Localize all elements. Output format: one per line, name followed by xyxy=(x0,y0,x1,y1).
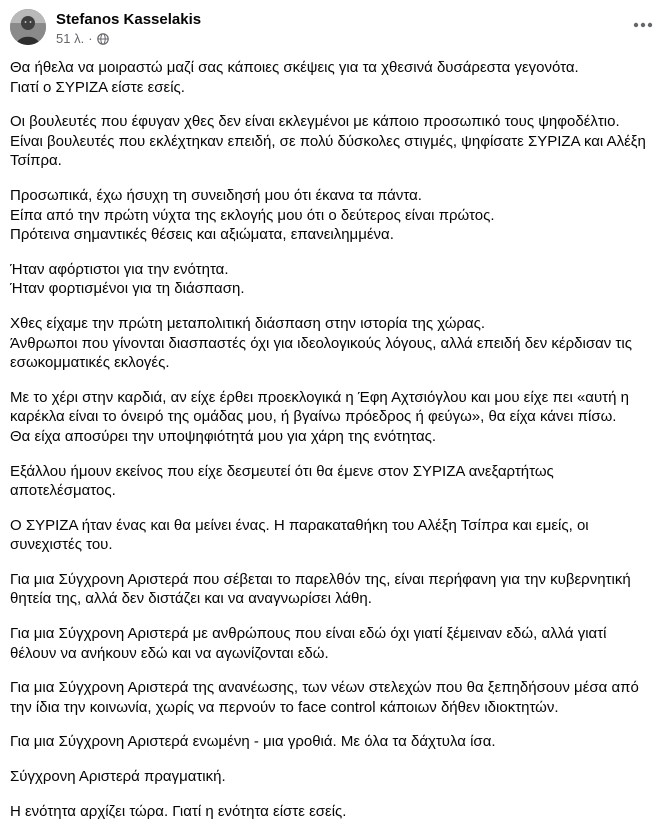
post-body xyxy=(10,58,656,836)
globe-icon[interactable] xyxy=(97,33,109,45)
author-name[interactable]: Stefanos Kasselakis xyxy=(56,11,202,28)
post-paragraph: Ο ΣΥΡΙΖΑ ήταν ένας και θα μείνει ένας. Η παρακαταθήκη του Αλέξη Τσίπρα και εμείς, οι συνεχιστές του. xyxy=(10,516,589,554)
post-paragraph: Οι βουλευτές που έφυγαν χθες δεν είναι εκλεγμένοι με κάποιο προσωπικό τους ψηφοδέλτιο. Είναι βουλευτές που εκλέχτηκαν επειδή, σε πολύ δύσκολες στιγμές, ψηφίσατε ΣΥΡΙΖΑ και Αλέξη Τσίπρα. xyxy=(10,113,646,170)
post-timestamp[interactable]: 51 λ. xyxy=(56,31,85,46)
post-paragraph: Χθες είχαμε την πρώτη μεταπολιτική διάσπαση στην ιστορία της χώρας. Άνθρωποι που γίνονται διασπαστές όχι για ιδεολογικούς λόγους, αλλά επειδή δεν κέρδισαν τις εσωκομματικές εκλογές. xyxy=(10,314,632,372)
more-options-button[interactable] xyxy=(631,13,655,37)
post-paragraph: Ήταν αφόρτιστοι για την ενότητα. Ήταν φορτισμένοι για τη διάσπαση. xyxy=(10,260,245,298)
post-meta xyxy=(56,31,109,46)
post-paragraph: Προσωπικά, έχω ήσυχη τη συνειδησή μου ότι έκανα τα πάντα. Είπα από την πρώτη νύχτα της εκλογής μου ότι ο δεύτερος είναι πρώτος. Πρότεινα σημαντικές θέσεις και αξιώματα, επανειλημμένα. xyxy=(10,186,495,244)
post-header xyxy=(0,0,671,52)
more-options-icon xyxy=(633,22,653,28)
post-paragraph: Η ενότητα αρχίζει τώρα. Γιατί η ενότητα είστε εσείς. xyxy=(10,802,347,820)
post-paragraph: Σύγχρονη Αριστερά πραγματική. xyxy=(10,768,226,786)
avatar-photo-icon xyxy=(10,9,46,45)
post-paragraph: Για μια Σύγχρονη Αριστερά ενωμένη - μια γροθιά. Με όλα τα δάχτυλα ίσα. xyxy=(10,733,496,751)
post-paragraph: Θα ήθελα να μοιραστώ μαζί σας κάποιες σκέψεις για τα χθεσινά δυσάρεστα γεγονότα. Γιατί ο ΣΥΡΙΖΑ είστε εσείς. xyxy=(10,59,579,96)
avatar[interactable] xyxy=(10,9,46,45)
meta-separator: · xyxy=(88,31,93,46)
post-paragraph: Εξάλλου ήμουν εκείνος που είχε δεσμευτεί ότι θα έμενε στον ΣΥΡΙΖΑ ανεξαρτήτως αποτελέσματος. xyxy=(10,462,554,500)
post-paragraph: Για μια Σύγχρονη Αριστερά που σέβεται το παρελθόν της, είναι περήφανη για την κυβερνητική θητεία της, αλλά δεν διστάζει και να αναγνωρίσει λάθη. xyxy=(10,570,631,608)
post-paragraph: Για μια Σύγχρονη Αριστερά της ανανέωσης, των νέων στελεχών που θα ξεπηδήσουν μέσα από την ίδια την κοινωνία, χωρίς να περνούν το face control κάποιων δήθεν ιδιοκτητών. xyxy=(10,679,639,716)
post-paragraph: Με το χέρι στην καρδιά, αν είχε έρθει προεκλογικά η Έφη Αχτσιόγλου και μου είχε πει «αυτή η καρέκλα είναι το όνειρό της ομάδας μου, ή βγαίνω πρόεδρος ή φεύγω», θα είχα κάνει πίσω. Θα είχα αποσύρει την υποψηφιότητά μου για χάρη της ενότητας. xyxy=(10,388,629,445)
post-paragraph: Για μια Σύγχρονη Αριστερά με ανθρώπους που είναι εδώ όχι γιατί ξέμειναν εδώ, αλλά γιατί θέλουν να ανήκουν εδώ και να αγωνίζονται εδώ. xyxy=(10,625,607,662)
